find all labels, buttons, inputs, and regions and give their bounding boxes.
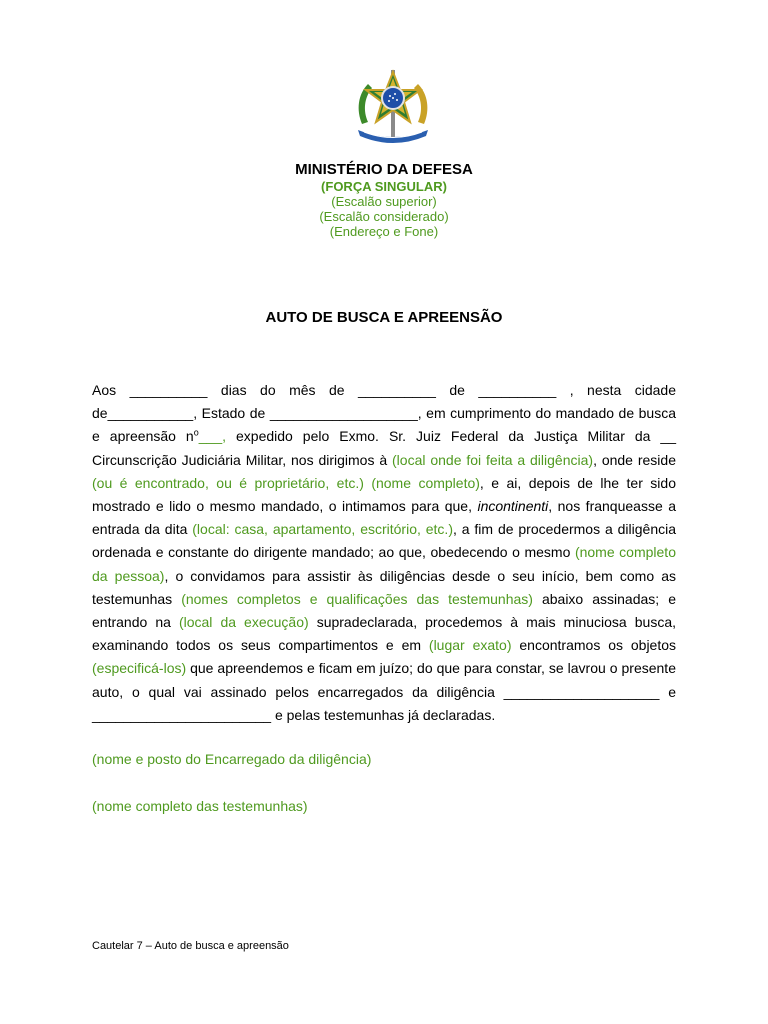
document-header — [0, 160, 768, 239]
placeholder-text: (especificá-los) — [92, 660, 187, 677]
body-text-segment: expedido pelo Exmo. Sr. Juiz Federal da Justiça Militar da __ Circunscrição Judiciária Militar, nos dirigimos à — [92, 428, 676, 468]
document-title: AUTO DE BUSCA E APREENSÃO — [265, 309, 503, 326]
placeholder-text: (ou é encontrado, ou é proprietário, etc.) (nome completo) — [92, 474, 480, 491]
body-text-segment: , nos franqueasse a entrada da dita — [92, 498, 676, 538]
placeholder-text: (nome completo da pessoa) — [92, 544, 676, 584]
placeholder-text: (local onde foi feita a diligência) — [392, 451, 594, 468]
echelon-considered: (Escalão considerado) — [319, 209, 449, 224]
placeholder-text: (local: casa, apartamento, escritório, etc.) — [192, 521, 453, 538]
body-text-segment: , o convidamos para assistir às diligências desde o seu início, bem como as testemunhas — [92, 567, 676, 607]
body-text-segment: incontinenti — [477, 498, 549, 515]
placeholder-text: (nomes completos e qualificações das testemunhas) — [181, 590, 533, 607]
coat-of-arms-emblem — [352, 66, 434, 146]
signature-officer: (nome e posto do Encarregado da diligência) — [92, 751, 372, 767]
footer-text: Cautelar 7 – Auto de busca e apreensão — [92, 940, 289, 952]
body-text-segment: Aos __________ dias do mês de __________ de __________ , nesta cidade de___________, Estado de ___________________, em cumprimento do mandado de busca e apreensão n — [92, 382, 676, 445]
body-text-segment: , onde reside — [593, 451, 676, 468]
document-body — [92, 379, 676, 727]
body-text-segment: o — [193, 427, 199, 438]
body-text-segment: supradeclarada, procedemos à mais minuciosa busca, examinando todos os seus compartimentos e em — [92, 614, 676, 654]
body-text-segment: , e ai, depois de lhe ter sido mostrado e lido o mesmo mandado, o intimamos para que, — [92, 474, 676, 515]
force-name: (FORÇA SINGULAR) — [321, 179, 447, 194]
signature-witnesses: (nome completo das testemunhas) — [92, 798, 308, 814]
body-text-segment: abaixo assinadas; e entrando na — [92, 590, 676, 631]
body-text-segment: , a fim de procedermos a diligência ordenada e constante do dirigente mandado; ao que, obedecendo o mesmo — [92, 521, 677, 561]
body-text-segment: que apreendemos e ficam em juízo; do que para constar, se lavrou o presente auto, o qual vai assinado pelos encarregados da diligência ____________________ e _______________________ e pelas testemunhas já declaradas. — [92, 660, 676, 723]
placeholder-text: (lugar exato) — [428, 637, 512, 654]
ministry-name: MINISTÉRIO DA DEFESA — [295, 161, 473, 178]
placeholder-text: (local da execução) — [178, 614, 309, 631]
address-phone: (Endereço e Fone) — [329, 224, 439, 239]
placeholder-text: ___, — [198, 428, 226, 445]
echelon-superior: (Escalão superior) — [331, 194, 437, 209]
body-text-segment: encontramos os objetos — [511, 637, 677, 654]
